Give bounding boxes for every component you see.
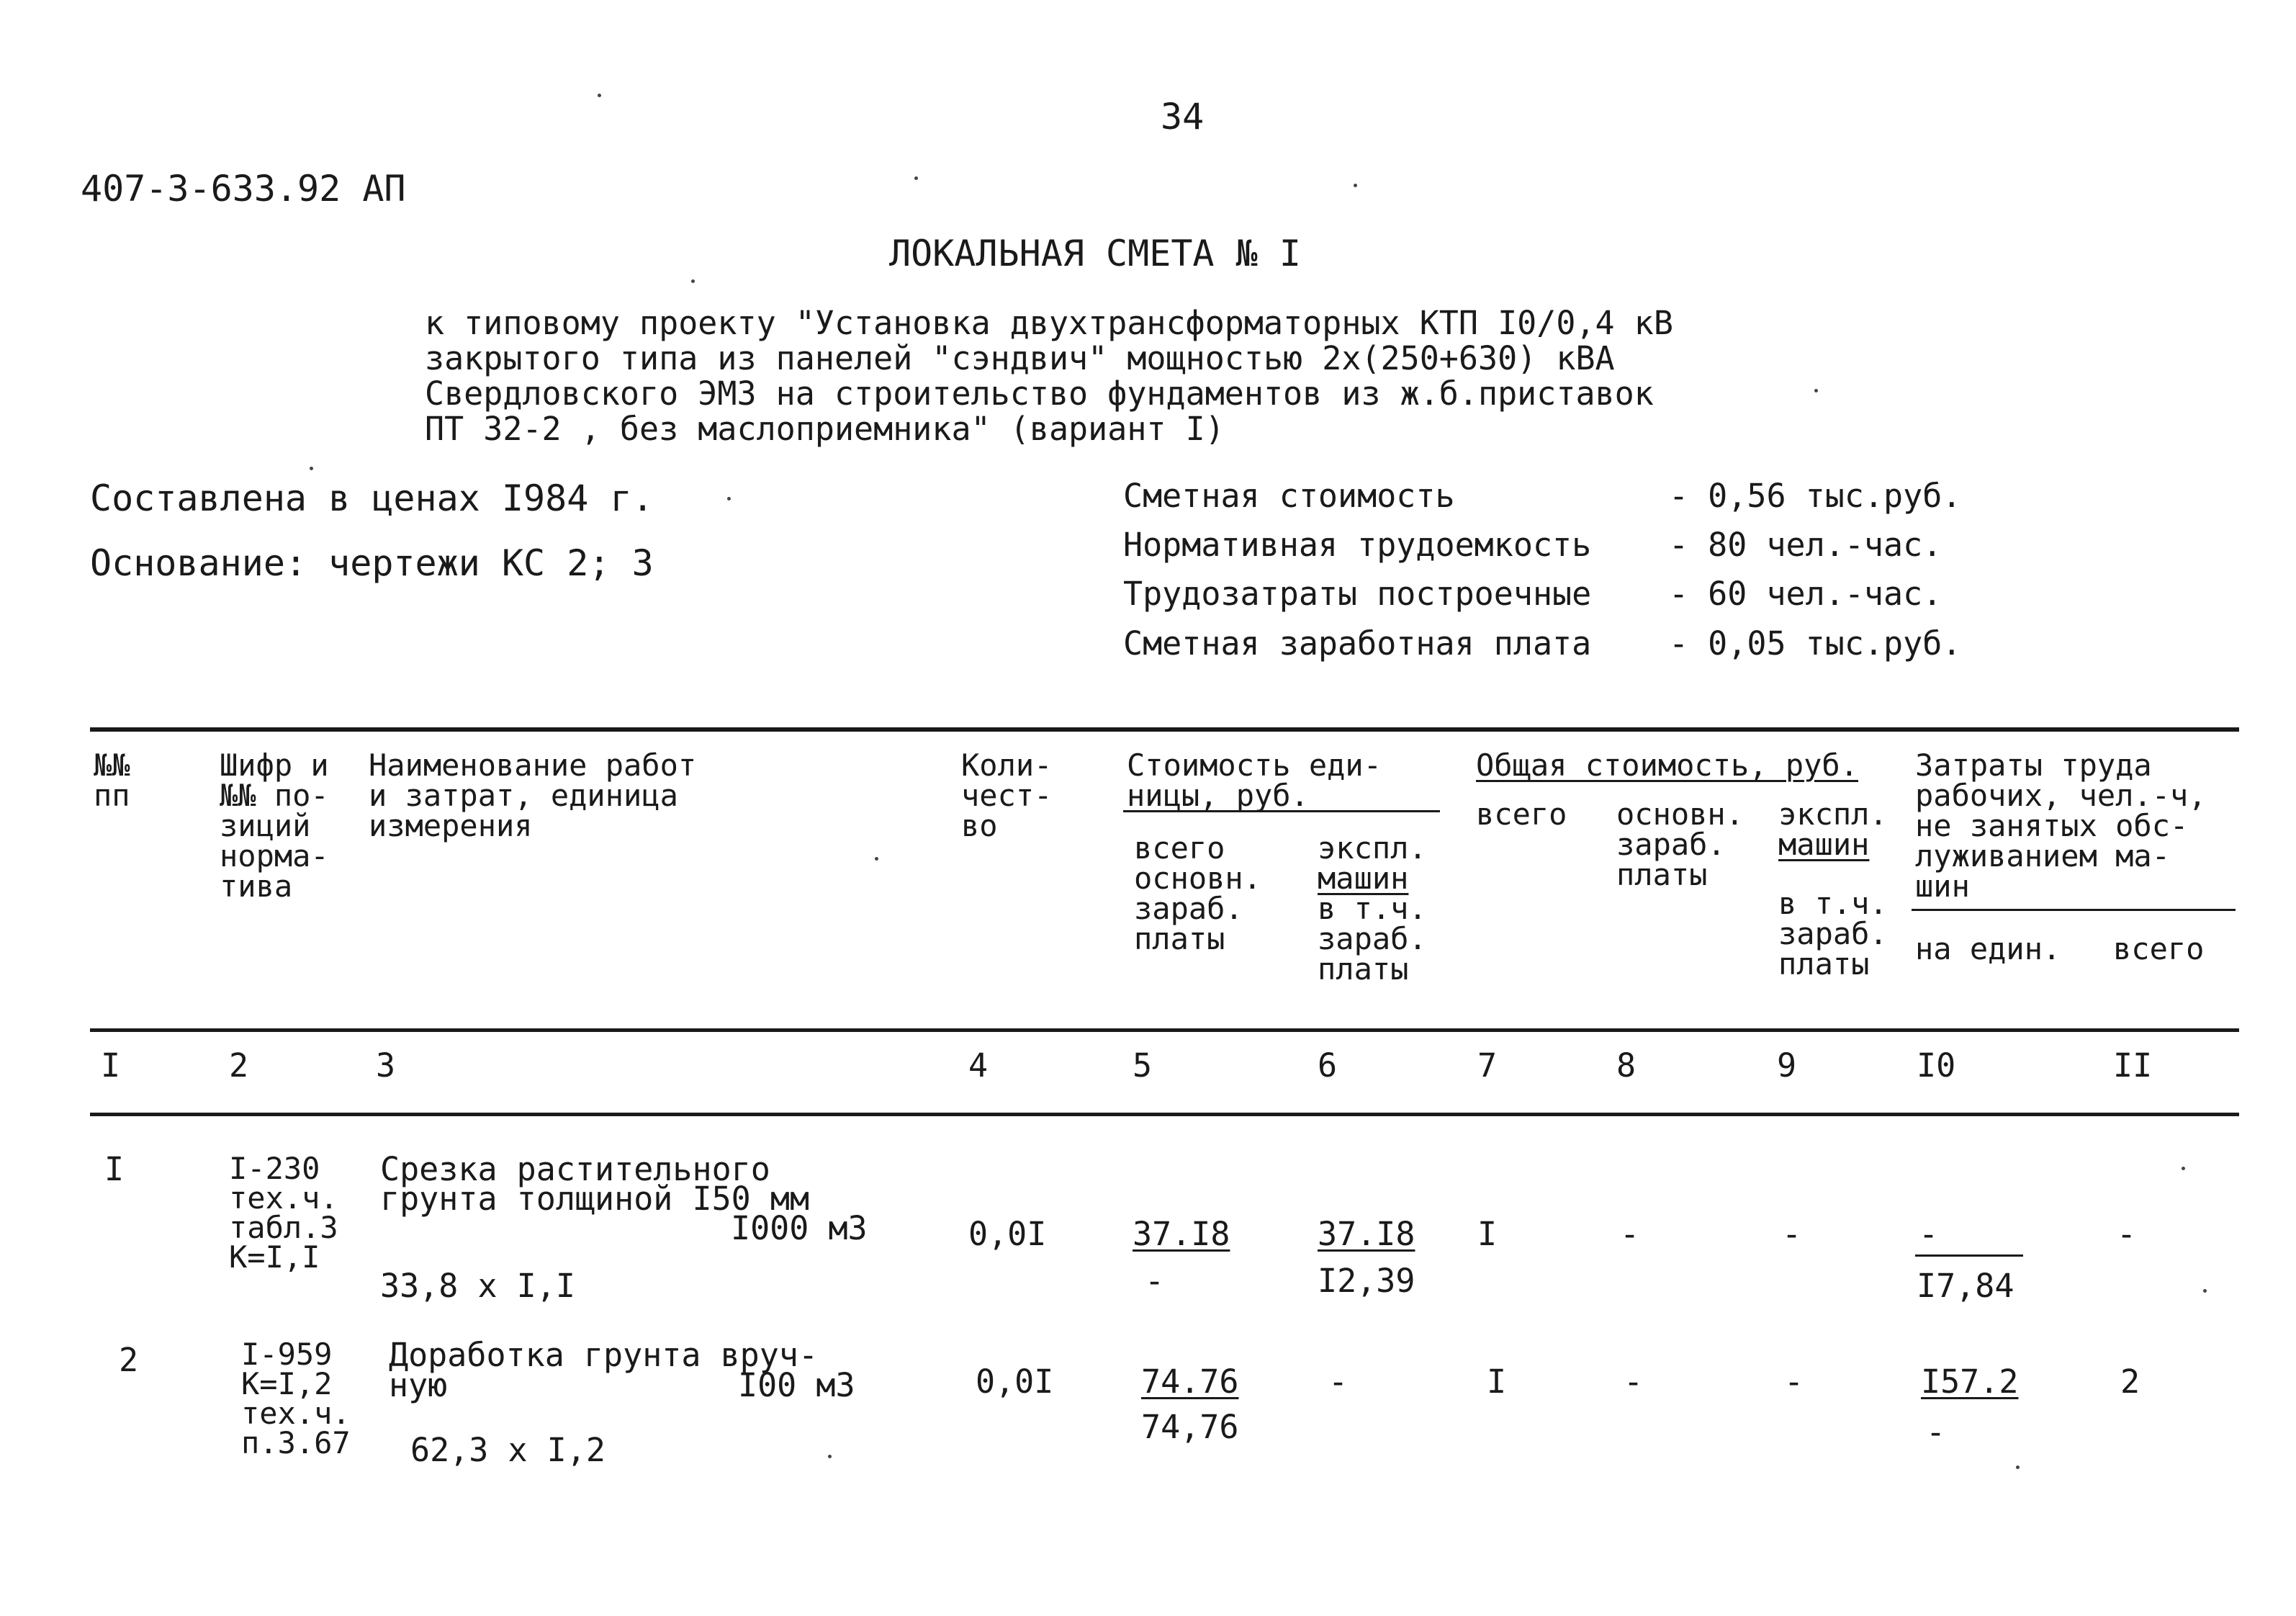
row-code: I-959 [241,1337,333,1372]
summary-value: - 0,05 тыс.руб. [1669,624,1962,663]
column-number: 9 [1777,1046,1797,1085]
header-col-7: всего [1476,796,1567,832]
row-quantity: 0,0I [968,1215,1047,1253]
row-unit: I00 м3 [738,1366,855,1404]
row-quantity: 0,0I [976,1363,1054,1401]
row-name: грунта толщиной I50 мм [380,1180,810,1218]
row-unit-cost-total: 74.76 [1141,1363,1239,1401]
row-formula: 33,8 х I,I [380,1267,575,1305]
column-number: 7 [1477,1046,1498,1085]
row-number: 2 [119,1341,139,1379]
row-unit-cost-machine-wage: I2,39 [1318,1262,1415,1300]
row-code: K=I,I [229,1239,320,1275]
row-number: I [104,1150,125,1188]
scan-speck [1814,389,1818,392]
scan-speck [598,94,601,97]
scan-speck [2182,1167,2185,1170]
row-unit: I000 м3 [731,1209,868,1247]
summary-value: - 80 чел.-час. [1669,526,1942,564]
row-unit-cost-total: 37.I8 [1133,1215,1230,1253]
row-total-wage: - [1624,1363,1644,1401]
scan-speck [2016,1465,2020,1469]
scan-speck [310,467,313,470]
row-code: табл.3 [229,1210,338,1245]
scan-speck [691,279,695,283]
column-number: II [2113,1046,2153,1085]
row-name: Срезка растительного [380,1150,770,1188]
row-labor-per-unit: - [1919,1215,1939,1253]
labor-fraction-line [1915,1254,2023,1257]
header-total-cost-title: Общая стоимость, руб. [1476,748,1859,783]
row-labor-per-unit-base: - [1926,1413,1946,1451]
row-total-machines: - [1782,1215,1802,1253]
row-name: Доработка грунта вруч- [389,1336,819,1374]
column-number: 2 [229,1046,249,1085]
scan-speck [828,1455,832,1458]
row-code: I-230 [229,1151,320,1186]
row-labor-total: 2 [2120,1363,2140,1401]
row-code: тех.ч. [229,1180,338,1216]
subtitle-line: ПТ 32-2 , без маслоприемника" (вариант I) [425,410,1225,448]
row-unit-cost-wage: - [1145,1262,1165,1300]
row-formula: 62,3 х I,2 [410,1431,605,1469]
header-bottom-rule [90,1028,2239,1032]
page-number: 34 [1161,96,1205,138]
column-number: 4 [968,1046,989,1085]
composed-prices: Составлена в ценах I984 г. [90,477,654,519]
summary-value: - 0,56 тыс.руб. [1669,477,1962,515]
column-number: 8 [1616,1046,1637,1085]
row-unit-cost-wage: 74,76 [1141,1408,1239,1446]
scan-speck [914,176,918,180]
row-code: K=I,2 [241,1366,333,1401]
labor-title-underline [1912,909,2236,911]
row-code: тех.ч. [241,1396,351,1431]
row-name: ную [389,1366,448,1404]
scan-speck [1354,184,1357,187]
column-numbers-rule [90,1113,2239,1116]
basis: Основание: чертежи КС 2; 3 [90,542,654,584]
row-total-machines: - [1784,1363,1804,1401]
scan-speck [875,857,878,861]
subtitle-line: к типовому проекту "Установка двухтрансформаторных КТП I0/0,4 кВ [425,304,1673,342]
row-unit-cost-machines: - [1328,1363,1349,1401]
table-top-rule [90,727,2239,732]
row-unit-cost-machines: 37.I8 [1318,1215,1415,1253]
column-number: 6 [1318,1046,1338,1085]
header-col-11: всего [2113,931,2205,966]
row-total-cost: I [1477,1215,1498,1253]
column-number: 5 [1133,1046,1153,1085]
summary-label: Сметная заработная плата [1123,624,1592,663]
summary-label: Трудозатраты построечные [1123,575,1592,613]
subtitle-line: закрытого типа из панелей "сэндвич" мощностью 2х(250+630) кВА [425,339,1615,377]
column-number: I [101,1046,121,1085]
row-code: п.3.67 [241,1425,351,1460]
subtitle-line: Свердловского ЭМЗ на строительство фундаментов из ж.б.приставок [425,374,1654,413]
row-labor-per-unit-base: I7,84 [1917,1267,2014,1305]
row-total-cost: I [1487,1363,1507,1401]
row-labor-total: - [2117,1215,2137,1253]
column-number: I0 [1917,1046,1956,1085]
scan-speck [2203,1289,2207,1293]
row-labor-per-unit: I57.2 [1921,1363,2019,1401]
summary-value: - 60 чел.-час. [1669,575,1942,613]
header-col-10: на един. [1915,931,2061,966]
scan-speck [727,497,731,500]
page-title: ЛОКАЛЬНАЯ СМЕТА № I [889,233,1301,274]
row-total-wage: - [1620,1215,1640,1253]
document-code: 407-3-633.92 АП [81,168,406,210]
summary-label: Сметная стоимость [1123,477,1455,515]
column-number: 3 [376,1046,396,1085]
summary-label: Нормативная трудоемкость [1123,526,1592,564]
